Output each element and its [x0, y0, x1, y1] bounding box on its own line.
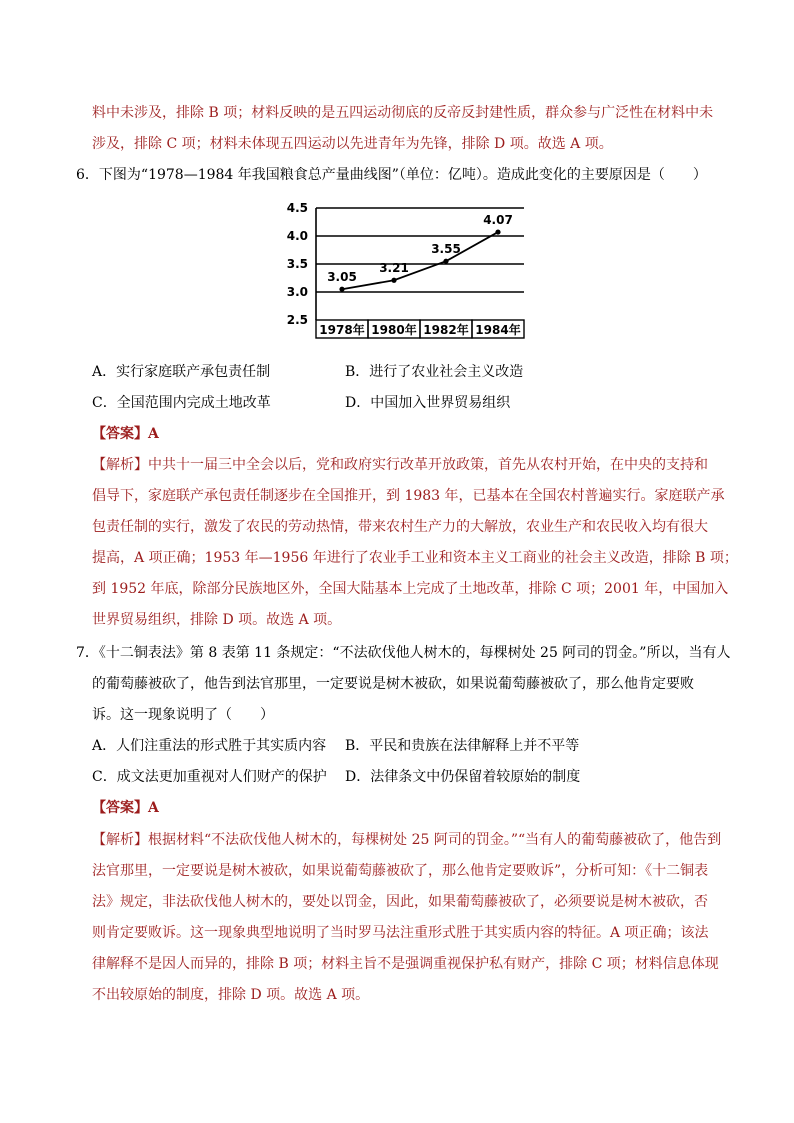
q7-analysis-line-5: 律解释不是因人而异的，排除 B 项；材料主旨不是强调重视保护私有财产，排除 C 项；材料信息体现 [92, 956, 719, 972]
data-point [339, 287, 344, 292]
q6-analysis-line-3: 包责任制的实行，激发了农民的劳动热情，带来农村生产力的大解放，农业生产和农民收入均有很大 [92, 519, 708, 535]
q6-analysis-line-1: 【解析】中共十一届三中全会以后，党和政府实行改革开放政策，首先从农村开始，在中央的支持和 [92, 457, 708, 473]
data-point [391, 278, 396, 283]
y-tick-label: 3.0 [286, 285, 308, 299]
prev-analysis-line-2: 涉及，排除 C 项；材料未体现五四运动以先进青年为先锋，排除 D 项。故选 A 项。 [92, 136, 613, 152]
q6-analysis-line-2: 倡导下，家庭联产承包责任制逐步在全国推开，到 1983 年，已基本在全国农村普遍实行。家庭联产承 [92, 488, 725, 504]
x-tick-label: 1982年 [423, 323, 469, 337]
data-point [495, 229, 500, 234]
data-label: 3.55 [431, 242, 461, 257]
q7-option-a: A．人们注重法的形式胜于其实质内容 [92, 738, 327, 754]
x-tick-label: 1984年 [475, 323, 521, 337]
q7-answer: 【答案】A [92, 800, 159, 816]
q7-analysis-line-1: 【解析】根据材料“不法砍伐他人树木的，每棵树处 25 阿司的罚金。”“当有人的葡萄藤被砍了，他告到 [92, 832, 722, 848]
chart-data-labels [327, 213, 513, 284]
prev-analysis-line-1: 料中未涉及，排除 B 项；材料反映的是五四运动彻底的反帝反封建性质，群众参与广泛性在材料中未 [92, 105, 714, 121]
q7-analysis-line-2: 法官那里，一定要说是树木被砍，如果说葡萄藤被砍了，那么他肯定要败诉”，分析可知：《十二铜表 [92, 863, 709, 879]
data-label: 3.05 [327, 270, 357, 285]
data-label: 3.21 [379, 261, 409, 276]
y-tick-label: 4.0 [286, 229, 308, 243]
data-point [443, 259, 448, 264]
q6-analysis-line-6: 世界贸易组织，排除 D 项。故选 A 项。 [92, 612, 342, 628]
q7-stem-line-3: 诉。这一现象说明了（ ） [92, 707, 274, 723]
series-line [342, 232, 498, 289]
q6-option-d: D．中国加入世界贸易组织 [345, 395, 511, 411]
q7-option-c: C．成文法更加重视对人们财产的保护 [92, 769, 327, 785]
y-tick-label: 4.5 [286, 201, 308, 215]
q6-option-b: B．进行了农业社会主义改造 [345, 364, 524, 380]
chart-y-ticks [287, 201, 308, 327]
q7-stem-line-2: 的葡萄藤被砍了，他告到法官那里，一定要说是树木被砍，如果说葡萄藤被砍了，那么他肯定要败 [92, 676, 694, 692]
q6-option-a: A．实行家庭联产承包责任制 [92, 364, 271, 380]
q7-analysis-line-3: 法》规定，非法砍伐他人树木的，要处以罚金，因此，如果葡萄藤被砍了，必须要说是树木被砍，否 [92, 894, 708, 910]
q7-stem-line-1: 7．《十二铜表法》第 8 表第 11 条规定：“不法砍伐他人树木的，每棵树处 25 阿司的罚金。”所以，当有人 [76, 645, 731, 661]
q7-analysis-line-4: 则肯定要败诉。这一现象典型地说明了当时罗马法注重形式胜于其实质内容的特征。A 项正确；该法 [92, 925, 709, 941]
y-tick-label: 3.5 [286, 257, 308, 271]
q6-analysis-line-4: 提高，A 项正确；1953 年—1956 年进行了农业手工业和资本主义工商业的社会主义改造，排除 B 项； [92, 550, 738, 566]
x-tick-label: 1980年 [371, 323, 417, 337]
q7-option-d: D．法律条文中仍保留着较原始的制度 [345, 769, 581, 785]
q6-answer: 【答案】A [92, 426, 159, 442]
q7-option-b: B．平民和贵族在法律解释上并不平等 [345, 738, 580, 754]
grain-output-chart [270, 198, 530, 348]
x-tick-label: 1978年 [319, 323, 365, 337]
q6-analysis-line-5: 到 1952 年底，除部分民族地区外，全国大陆基本上完成了土地改革，排除 C 项；2001 年，中国加入 [92, 581, 729, 597]
q6-option-c: C．全国范围内完成土地改革 [92, 395, 271, 411]
data-label: 4.07 [483, 213, 513, 228]
chart-x-ticks [316, 320, 524, 338]
y-tick-label: 2.5 [286, 313, 308, 327]
q6-stem: 6．下图为“1978—1984 年我国粮食总产量曲线图”（单位：亿吨）。造成此变化的主要原因是（ ） [76, 167, 707, 183]
q7-analysis-line-6: 不出较原始的制度，排除 D 项。故选 A 项。 [92, 987, 370, 1003]
chart-points [339, 229, 500, 291]
